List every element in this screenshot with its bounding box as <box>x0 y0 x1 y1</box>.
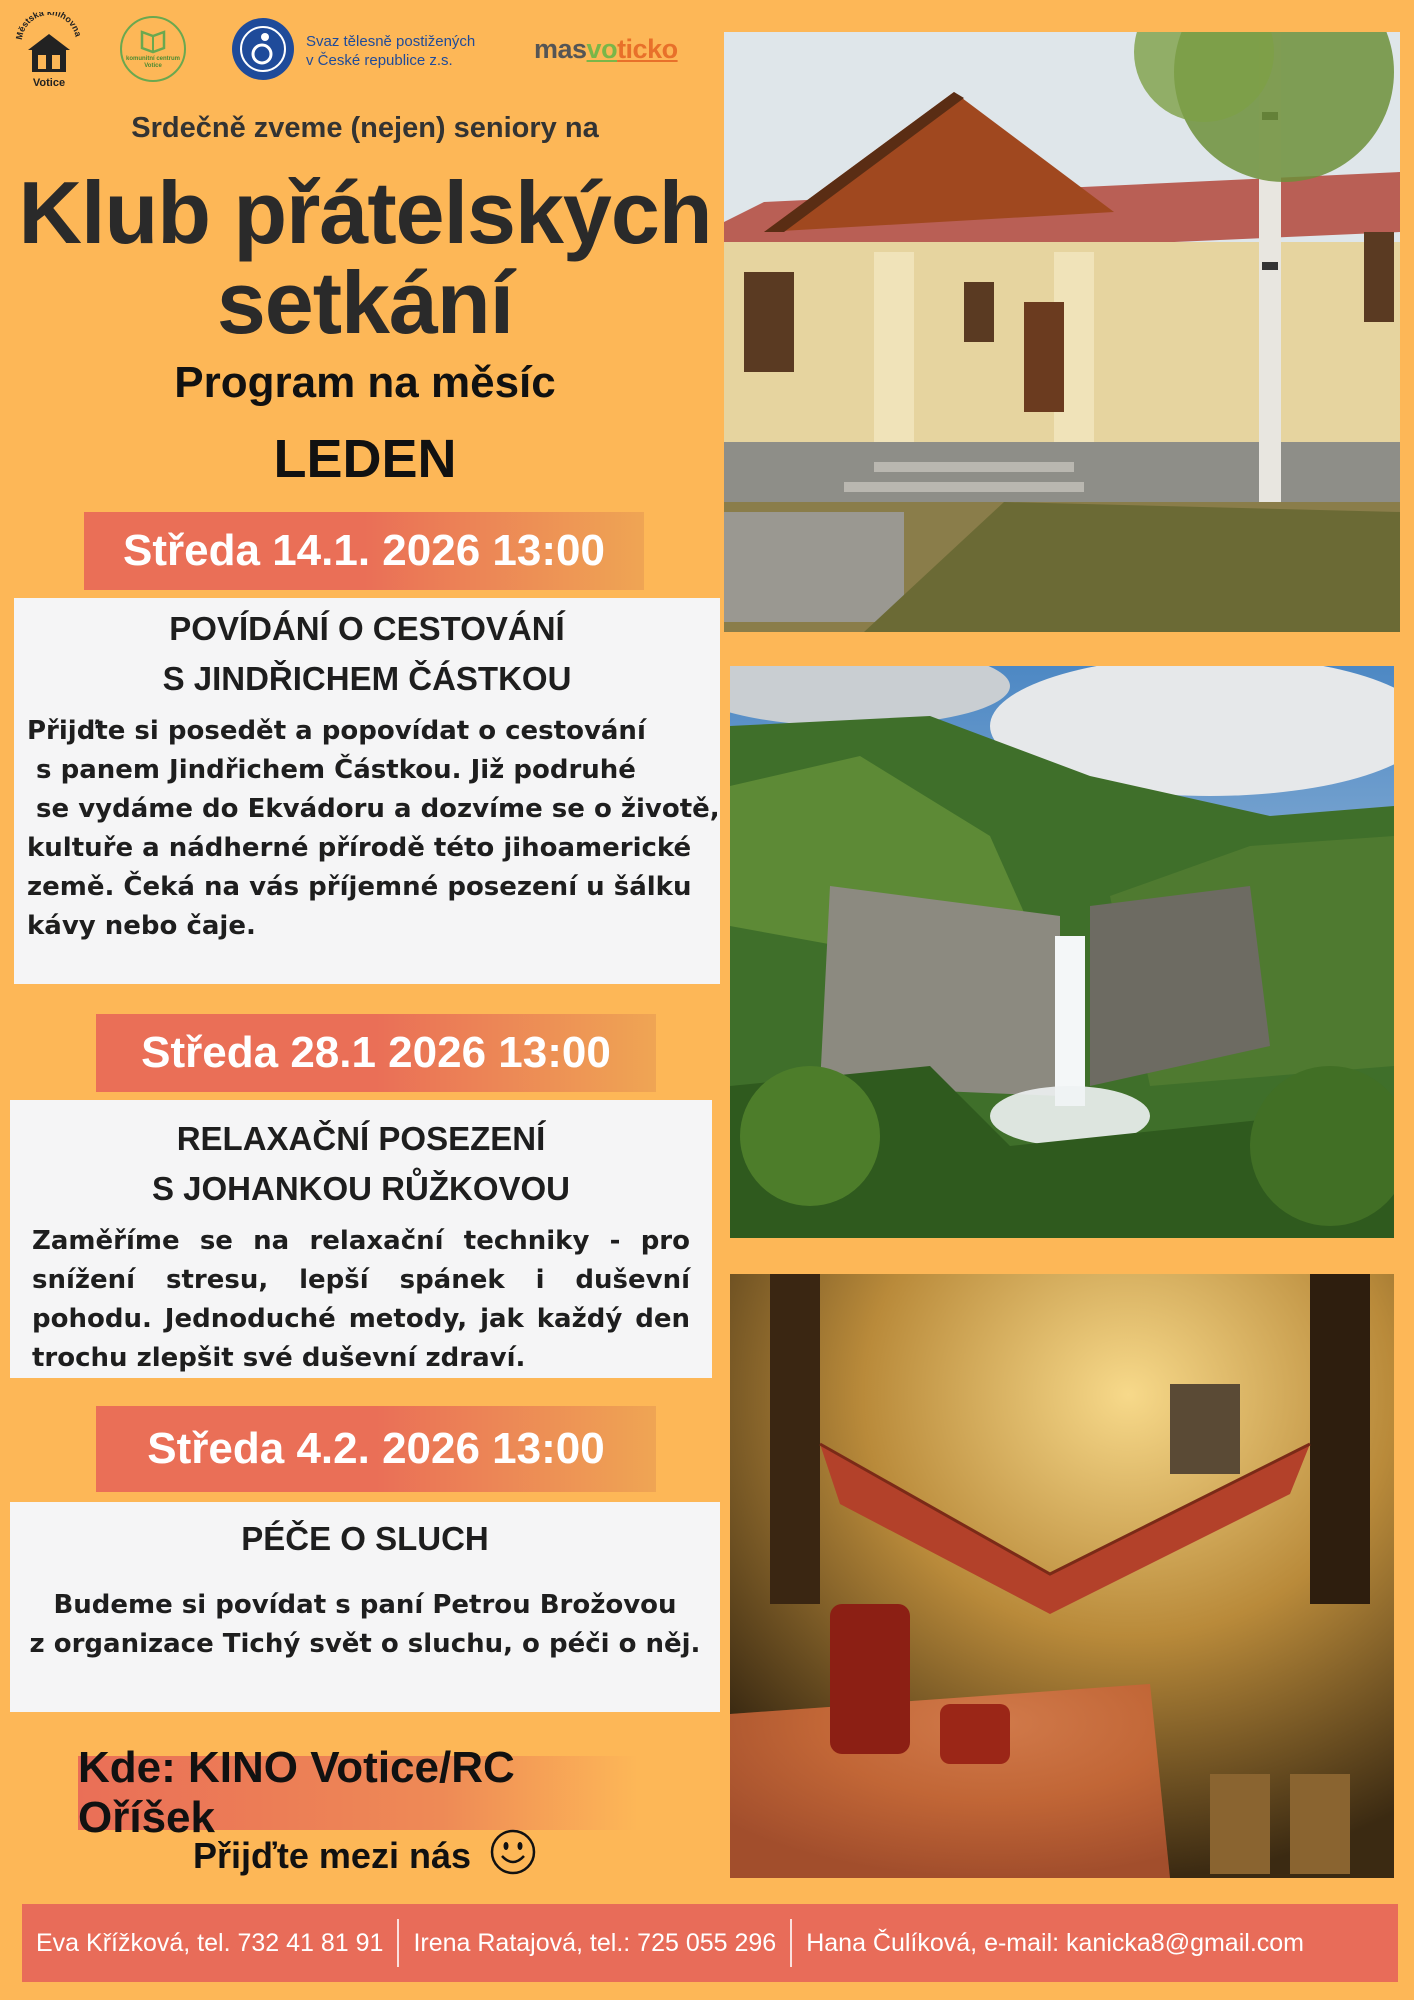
event-card <box>14 598 720 984</box>
event-date-banner: Středa 14.1. 2026 13:00 <box>84 512 644 590</box>
hammock-photo <box>730 1274 1394 1878</box>
svaz-logo <box>232 18 512 82</box>
building-photo <box>724 32 1400 632</box>
contact-irena: Irena Ratajová, tel.: 725 055 296 <box>413 1928 777 1957</box>
library-logo <box>14 12 84 90</box>
event-date-banner: Středa 28.1 2026 13:00 <box>96 1014 656 1092</box>
contact-hana: Hana Čulíková, e-mail: kanicka8@gmail.com <box>806 1928 1304 1957</box>
event-description: Zaměříme se na relaxační techniky - pro snížení stresu, lepší spánek i duševní pohodu. Jednoduché metody, jak každý den trochu zlepšit své duševní zdraví. <box>32 1226 690 1373</box>
masvoticko-logo: masvoticko <box>534 34 678 64</box>
event-title: POVÍDÁNÍ O CESTOVÁNÍ S JINDŘICHEM ČÁSTKOU <box>162 610 572 697</box>
event-description: Budeme si povídat s paní Petrou Brožovou z organizace Tichý svět o sluchu, o péči o něj. <box>29 1590 701 1659</box>
smiley-icon <box>489 1828 537 1885</box>
page-title: Klub přátelských setkání <box>18 163 712 352</box>
contact-footer <box>22 1904 1398 1982</box>
contact-eva: Eva Křížková, tel. 732 41 81 91 <box>36 1928 384 1957</box>
event-description: Přijďte si posedět a popovídat o cestování s panem Jindřichem Částkou. Již podruhé se vydáme do Ekvádoru a dozvíme se o životě, kultuře a nádherné přírodě této jihoamerické země. Čeká na vás příjemné posezení u šálku kávy nebo čaje. <box>27 716 720 941</box>
program-heading: Program na měsíc <box>174 358 556 407</box>
location-banner: Kde: KINO Votice/RC Oříšek <box>78 1756 638 1830</box>
month-heading: LEDEN <box>273 429 457 489</box>
event-card <box>10 1502 720 1712</box>
svaz-name: Svaz tělesně postižených v České republice z.s. <box>306 33 476 69</box>
event-card <box>10 1100 712 1378</box>
event-title: RELAXAČNÍ POSEZENÍ S JOHANKOU RŮŽKOVOU <box>151 1120 571 1207</box>
invite-text: Srdečně zveme (nejen) seniory na <box>131 112 599 144</box>
divider <box>397 1919 399 1967</box>
join-text: Přijďte mezi nás <box>0 1826 730 1886</box>
event-date-banner: Středa 4.2. 2026 13:00 <box>96 1406 656 1492</box>
svg-text:Votice: Votice <box>32 77 66 89</box>
komunitni-logo-text: komunitní centrum Votice <box>125 56 180 69</box>
event-title: PÉČE O SLUCH <box>241 1520 489 1557</box>
svaz-emblem-icon <box>232 18 294 80</box>
waterfall-photo <box>730 666 1394 1238</box>
divider <box>790 1919 792 1967</box>
svg-text:Městská knihovna: Městská knihovna <box>14 12 84 41</box>
komunitni-centrum-logo <box>120 16 186 82</box>
